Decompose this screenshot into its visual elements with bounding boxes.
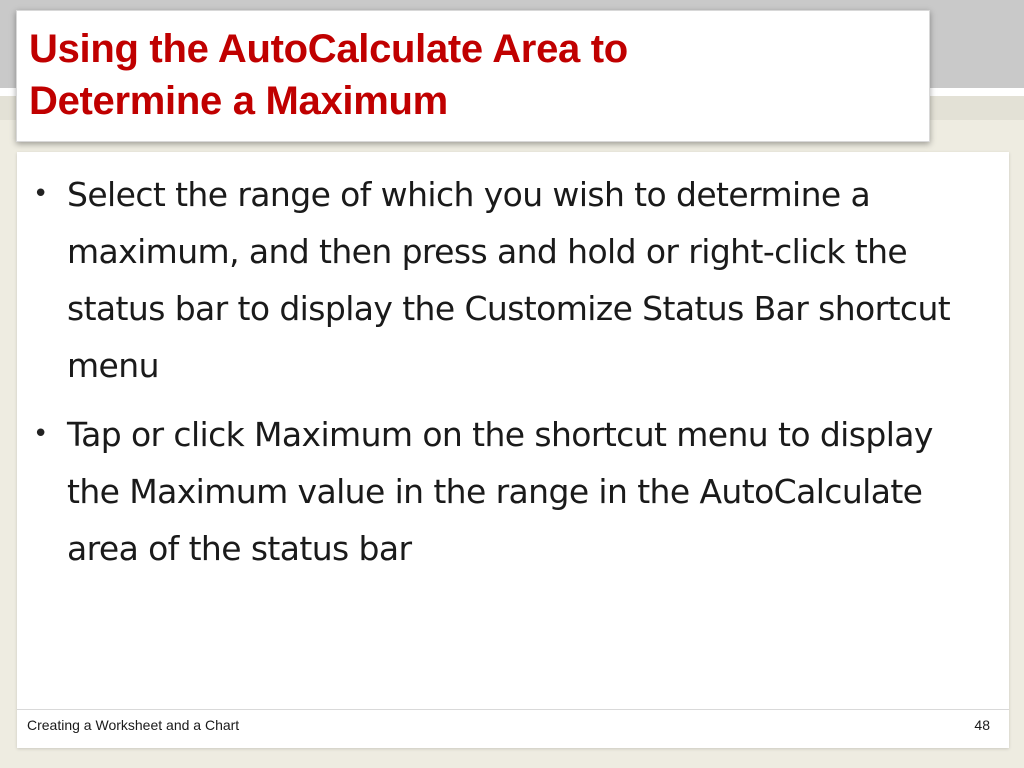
footer-title: Creating a Worksheet and a Chart [27, 717, 240, 733]
bullet-item-1 [25, 166, 993, 394]
page-number: 48 [974, 717, 990, 733]
bullet-marker-icon: • [33, 419, 49, 449]
bullet-text-1: Select the range of which you wish to determine a maximum, and then press and hold or right-click the status bar to display the Customize Status Bar shortcut menu [67, 175, 951, 385]
content-area [17, 152, 1009, 748]
slide-title [29, 23, 917, 127]
bullet-text-2: Tap or click Maximum on the shortcut menu to display the Maximum value in the range in the AutoCalculate area of the status bar [67, 415, 933, 568]
title-box [16, 10, 930, 142]
bullet-list [17, 152, 1009, 577]
slide-title-line-2: Determine a Maximum [29, 79, 448, 123]
bullet-marker-icon: • [33, 179, 49, 209]
footer-divider [17, 709, 1009, 710]
bullet-item-2 [25, 406, 993, 577]
slide-title-line-1: Using the AutoCalculate Area to [29, 27, 628, 71]
